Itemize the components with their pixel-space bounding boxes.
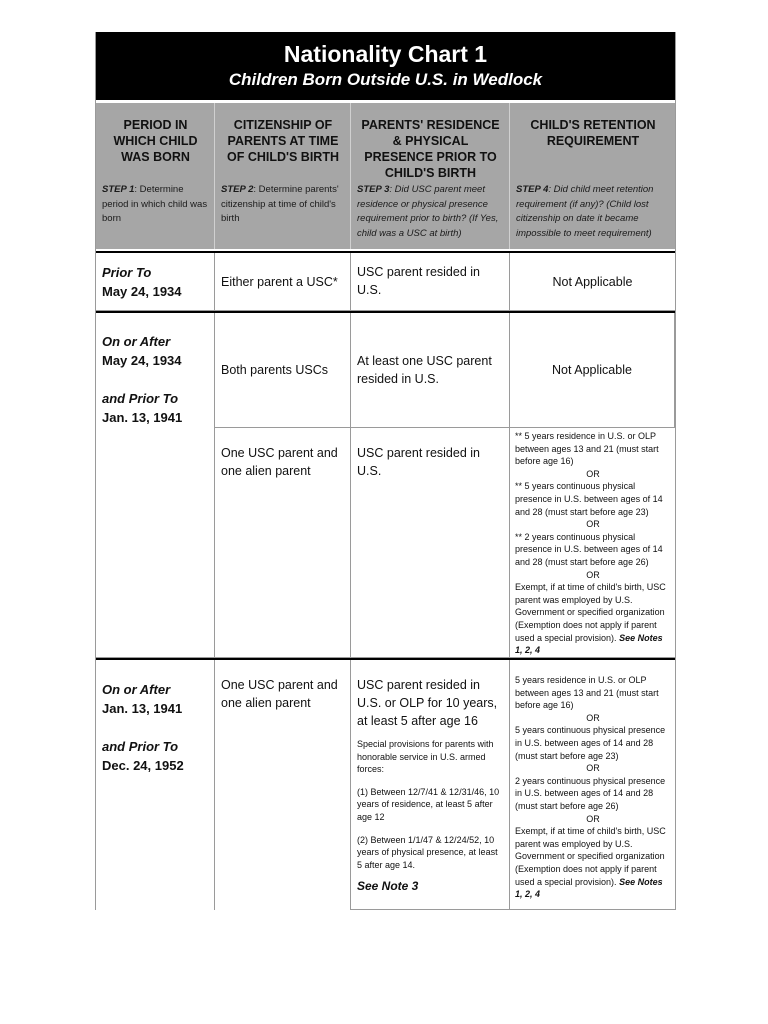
retention-cell: Not Applicable — [510, 253, 675, 311]
or-separator: OR — [586, 763, 600, 774]
retention-option: 2 years continuous physical presence in U.S. between ages of 14 and 28 (must start before age 26) — [515, 775, 666, 811]
header-label: CHILD'S RETENTION REQUIREMENT — [530, 118, 656, 148]
period-cell: On or After Jan. 13, 1941 and Prior To Dec. 24, 1952 — [96, 660, 215, 910]
chart-title: Nationality Chart 1 — [283, 41, 488, 67]
or-separator: OR — [586, 468, 600, 479]
citizenship-cell: Either parent a USC* — [215, 253, 351, 311]
header-step: STEP 4: Did child meet retention requirement (if any)? (Child lost citizenship on date it became impossible to meet requirement) — [516, 184, 654, 239]
retention-cell: Not Applicable — [510, 313, 675, 428]
retention-option: ** 5 years continuous physical presence in U.S. between ages of 14 and 28 (must start before age 23) — [515, 481, 663, 517]
retention-option: Exempt, if at time of child's birth, USC parent was employed by U.S. Government or specified organization (Exemption does not apply if parent used a special provision). See Notes 1, 2, 4 — [515, 826, 666, 900]
header-row — [96, 103, 675, 249]
header-label: PARENTS' RESIDENCE & PHYSICAL PRESENCE PRIOR TO CHILD'S BIRTH — [361, 118, 500, 180]
or-separator: OR — [586, 712, 600, 723]
residence-cell — [351, 660, 510, 910]
retention-option: Exempt, if at time of child's birth, USC parent was employed by U.S. Government or specified organization (Exemption does not apply if parent used a special provision). See Notes 1, 2, 4 — [515, 582, 666, 656]
table-row — [96, 251, 675, 311]
header-step: STEP 3: Did USC parent meet residence or physical presence requirement prior to birth? (If Yes, child was a USC at birth) — [357, 184, 499, 239]
header-citizenship — [215, 103, 351, 249]
or-separator: OR — [586, 569, 600, 580]
special-provisions: Special provisions for parents with honorable service in U.S. armed forces: (1) Between 12/7/41 & 12/31/46, 10 years of residence, at least 5 after age 12 (2) Between 1/1/47 & 12/24/52, 10 years of physical presence, at least 5 after age 14. — [357, 739, 500, 870]
or-separator: OR — [586, 813, 600, 824]
retention-cell — [510, 660, 675, 910]
header-label: PERIOD IN WHICH CHILD WAS BORN — [113, 118, 198, 164]
retention-option: 5 years continuous physical presence in U.S. between ages of 14 and 28 (must start before age 23) — [515, 725, 666, 761]
header-step: STEP 1: Determine period in which child was born — [102, 184, 208, 224]
period-cell: On or After May 24, 1934 and Prior To Jan. 13, 1941 — [96, 313, 215, 658]
chart-subtitle: Children Born Outside U.S. in Wedlock — [228, 70, 543, 89]
or-separator: OR — [586, 519, 600, 530]
citizenship-cell: One USC parent and one alien parent — [215, 428, 351, 658]
residence-cell: USC parent resided in U.S. — [351, 428, 510, 658]
header-label: CITIZENSHIP OF PARENTS AT TIME OF CHILD'S BIRTH — [227, 118, 339, 164]
residence-cell: USC parent resided in U.S. — [351, 253, 510, 311]
header-residence — [351, 103, 510, 249]
see-note-3: See Note 3 — [357, 879, 419, 894]
retention-cell — [510, 428, 675, 658]
retention-option: ** 2 years continuous physical presence in U.S. between ages of 14 and 28 (must start before age 26) — [515, 531, 663, 567]
residence-requirement: USC parent resided in U.S. or OLP for 10 years, at least 5 after age 16 — [357, 678, 498, 728]
table-row — [96, 311, 675, 658]
nationality-chart — [95, 32, 676, 910]
header-step: STEP 2: Determine parents' citizenship at time of child's birth — [221, 184, 339, 224]
notes-reference: See Notes 1, 2, 4 — [515, 632, 663, 656]
citizenship-cell: Both parents USCs — [215, 313, 351, 428]
retention-option: 5 years residence in U.S. or OLP between ages 13 and 21 (must start before age 16) — [515, 675, 659, 711]
chart-title-block — [96, 32, 675, 103]
retention-option: ** 5 years residence in U.S. or OLP between ages 13 and 21 (must start before age 16) — [515, 431, 659, 467]
table-row — [96, 658, 675, 910]
header-retention — [510, 103, 675, 249]
period-cell: Prior To May 24, 1934 — [96, 253, 215, 311]
citizenship-cell: One USC parent and one alien parent — [215, 660, 351, 910]
residence-cell: At least one USC parent resided in U.S. — [351, 313, 510, 428]
header-period — [96, 103, 215, 249]
notes-reference: See Notes 1, 2, 4 — [515, 876, 663, 900]
